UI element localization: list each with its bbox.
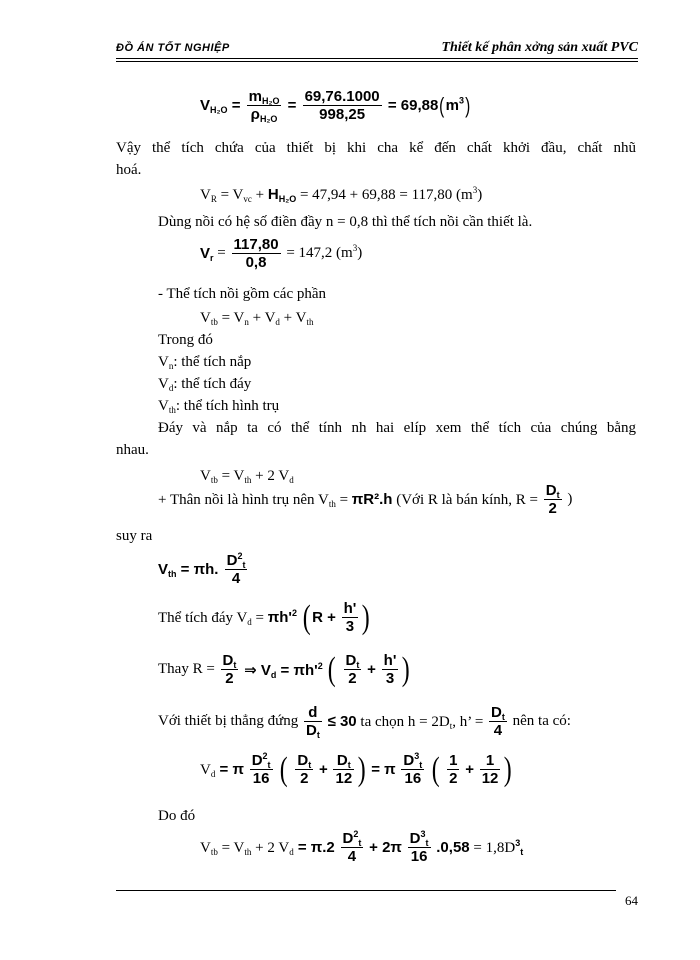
header-left: ĐỒ ÁN TỐT NGHIỆP bbox=[116, 42, 230, 54]
paragraph-2: Dùng nồi có hệ số điền đầy n = 0,8 thì thể tích nồi cần thiết là. bbox=[158, 214, 533, 230]
equation-v-h2o: $V_{H_2O}$ = $\frac{m_{H_2O}}{\rho_{H_2O}}$ = $\frac{69,76.1000}{998,25}$ = $69,88(m^3)$ bbox=[200, 88, 471, 124]
equation-v-d-expanded: $V_d = \pi$ $\frac{D^2_t}{16}$ ( $\frac{D_t}{2}$ + $\frac{D_t}{12}$ ) = π $\frac{D^3_t}{16}$ ( $\frac{1}{2}$ + $\frac{1}{12}$ ) bbox=[200, 750, 513, 788]
footer-rule bbox=[116, 890, 616, 891]
definition-v-th: $V_{th}$: thể tích hình trụ bbox=[158, 398, 280, 415]
equation-v-tb-2: $V_{tb} = V_{th} + 2$ $V_d$ bbox=[200, 468, 294, 485]
trong-do-label: Trong đó bbox=[158, 332, 213, 348]
paragraph-4-line-1: Đáy và nắp ta có thể tính nh hai elíp xem thể tích của chúng bằng bbox=[158, 420, 636, 436]
paragraph-6: Với thiết bị thẳng đứng $\frac{d}{D_t}$ ≤ 30 ta chọn $h = 2D_t$, h’ = $\frac{D_t}{4}$ nên ta có: bbox=[158, 704, 571, 740]
paragraph-5: + Thân nồi là hình trụ nên $V_{th} = \pi R^2.h$ (Với R là bán kính, R = $\frac{D_t}{2}$ ) bbox=[158, 482, 573, 517]
header-rule bbox=[116, 58, 638, 59]
equation-v-tb: $V_{tb} = V_n + V_d + V_{th}$ bbox=[200, 310, 314, 327]
paragraph-1-line-1: Vậy thể tích chứa của thiết bị khi cha kể đến chất khởi đầu, chất nhũ bbox=[116, 140, 636, 156]
page-number: 64 bbox=[625, 893, 638, 908]
header-rule-thin bbox=[116, 61, 638, 62]
equation-v-r-fill: $V_r$ = $\frac{117,80}{0,8}$ = 147,2 $(m^3)$ bbox=[200, 236, 363, 271]
paragraph-1-line-2: hoá. bbox=[116, 162, 142, 178]
suy-ra-label: suy ra bbox=[116, 528, 153, 544]
equation-v-th: $V_{th} = \pi h$. $\frac{D^2_t}{4}$ bbox=[158, 551, 246, 587]
equation-final: $V_{tb} = V_{th} + 2$ $V_d = \pi.2$ $\frac{D^2_t}{4}$ + 2π $\frac{D^3_t}{16}$ $.0,58 = 1,8D^3_t$ bbox=[200, 829, 524, 865]
do-do-label: Do đó bbox=[158, 808, 196, 824]
definition-v-d: $V_d$: thể tích đáy bbox=[158, 376, 252, 393]
equation-substitute: Thay R = $\frac{D_t}{2}$ ⇒ $V_d = \pi h'^2$ ( $\frac{D_t}{2}$ + $\frac{h'}{3}$ ) bbox=[158, 650, 411, 688]
equation-v-r: $V_R = V_{vc} + H_{H_2O} = 47,94 + 69,88 = 117,80$ $(m^3)$ bbox=[200, 185, 483, 204]
definition-v-n: $V_n$: thể tích nắp bbox=[158, 354, 252, 371]
equation-v-d-base: Thể tích đáy $V_d = \pi h'^2$ ( R + $\frac{h'}{3}$ ) bbox=[158, 598, 370, 636]
paragraph-3: - Thể tích nồi gồm các phần bbox=[158, 286, 327, 302]
header-right: Thiết kế phân xởng sản xuất PVC bbox=[441, 40, 638, 55]
paragraph-4-line-2: nhau. bbox=[116, 442, 149, 458]
